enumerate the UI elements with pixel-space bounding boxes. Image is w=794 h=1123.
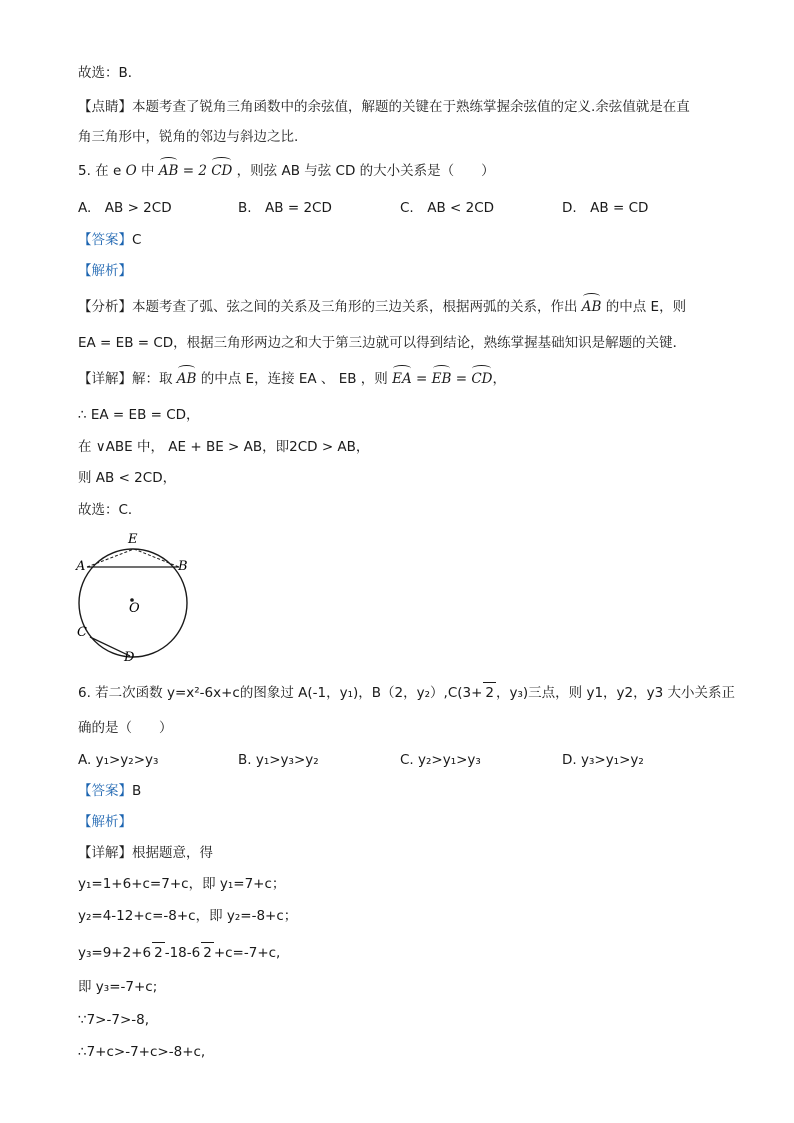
label-a: A: [76, 559, 86, 574]
label-d: D: [124, 650, 135, 665]
q5-xiangjie-line-1: 【详解】解：取 AB 的中点 E，连接 EA 、 EB ，则 EA = EB = CD，: [78, 371, 506, 387]
chord-ea: [87, 549, 134, 567]
q5-fenxi-line-1: 【分析】本题考查了弧、弦之间的关系及三角形的三边关系，根据两弧的关系，作出 AB 的中点 E，则: [78, 299, 687, 315]
q6-xiangjie-line-2: y₁=1+6+c=7+c，即 y₁=7+c；: [78, 876, 286, 892]
q5-xiangjie-line-4: 则 AB < 2CD，: [78, 470, 177, 486]
question-5-stem: 5. 在 e O 中 AB = 2 CD ，则弦 AB 与弦 CD 的大小关系是（ ）: [78, 163, 495, 179]
label-c: C: [77, 625, 87, 640]
arc-ab: AB: [158, 163, 179, 179]
question-6-stem-line-1: 6. 若二次函数 y=x²-6x+c的图象过 A(-1，y₁)，B（2，y₂）,C(3+ 2 ，y₃)三点，则 y1，y2，y3 大小关系正: [78, 682, 735, 703]
q5-xiangjie-line-5: 故选：C．: [78, 502, 142, 518]
q5-analysis-tag: 【解析】: [78, 263, 132, 279]
q6-xiangjie-line-5: 即 y₃=-7+c;: [78, 979, 158, 995]
label-e: E: [128, 532, 138, 547]
label-o: O: [129, 601, 140, 616]
conclusion-line: 故选：B．: [78, 65, 142, 81]
label-b: B: [178, 559, 188, 574]
q6-xiangjie-line-3: y₂=4-12+c=-8+c，即 y₂=-8+c；: [78, 908, 298, 924]
q5-option-c: C. AB < 2CD: [400, 200, 495, 216]
q6-xiangjie-line-7: ∴7+c>-7+c>-8+c,: [78, 1044, 206, 1060]
q6-xiangjie-line-4: y₃=9+2+6 2 -18-6 2 +c=-7+c,: [78, 942, 280, 963]
q5-option-d: D. AB = CD: [562, 200, 649, 216]
q5-xiangjie-line-3: 在 ∨ABE 中， AE + BE > AB，即2CD > AB，: [78, 439, 370, 455]
q5-answer: 【答案】C: [78, 232, 142, 248]
q6-option-b: B. y₁>y₃>y₂: [238, 752, 319, 768]
q6-answer: 【答案】B: [78, 783, 142, 799]
q6-option-d: D. y₃>y₁>y₂: [562, 752, 644, 768]
q5-fenxi-line-2: EA = EB = CD，根据三角形两边之和大于第三边就可以得到结论，熟练掌握基础知识是解题的关键．: [78, 335, 687, 351]
commentary-line-1: 【点睛】本题考查了锐角三角函数中的余弦值，解题的关键在于熟练掌握余弦值的定义.余弦值就是在直: [78, 99, 690, 115]
q5-option-b: B. AB = 2CD: [238, 200, 332, 216]
q6-option-a: A. y₁>y₂>y₃: [78, 752, 159, 768]
question-6-stem-line-2: 确的是（ ）: [78, 720, 173, 736]
q6-option-c: C. y₂>y₁>y₃: [400, 752, 481, 768]
sqrt-2: 2: [483, 682, 496, 703]
q6-analysis-tag: 【解析】: [78, 814, 132, 830]
q5-option-a: A. AB > 2CD: [78, 200, 172, 216]
commentary-line-2: 角三角形中，锐角的邻边与斜边之比.: [78, 129, 299, 145]
q5-xiangjie-line-2: ∴ EA = EB = CD，: [78, 407, 200, 423]
q6-xiangjie-line-6: ∵7>-7>-8,: [78, 1012, 150, 1028]
arc-cd: CD: [211, 163, 233, 179]
chord-eb: [134, 549, 179, 567]
q6-xiangjie-line-1: 【详解】根据题意，得: [78, 845, 213, 861]
circle-figure: [68, 530, 208, 670]
